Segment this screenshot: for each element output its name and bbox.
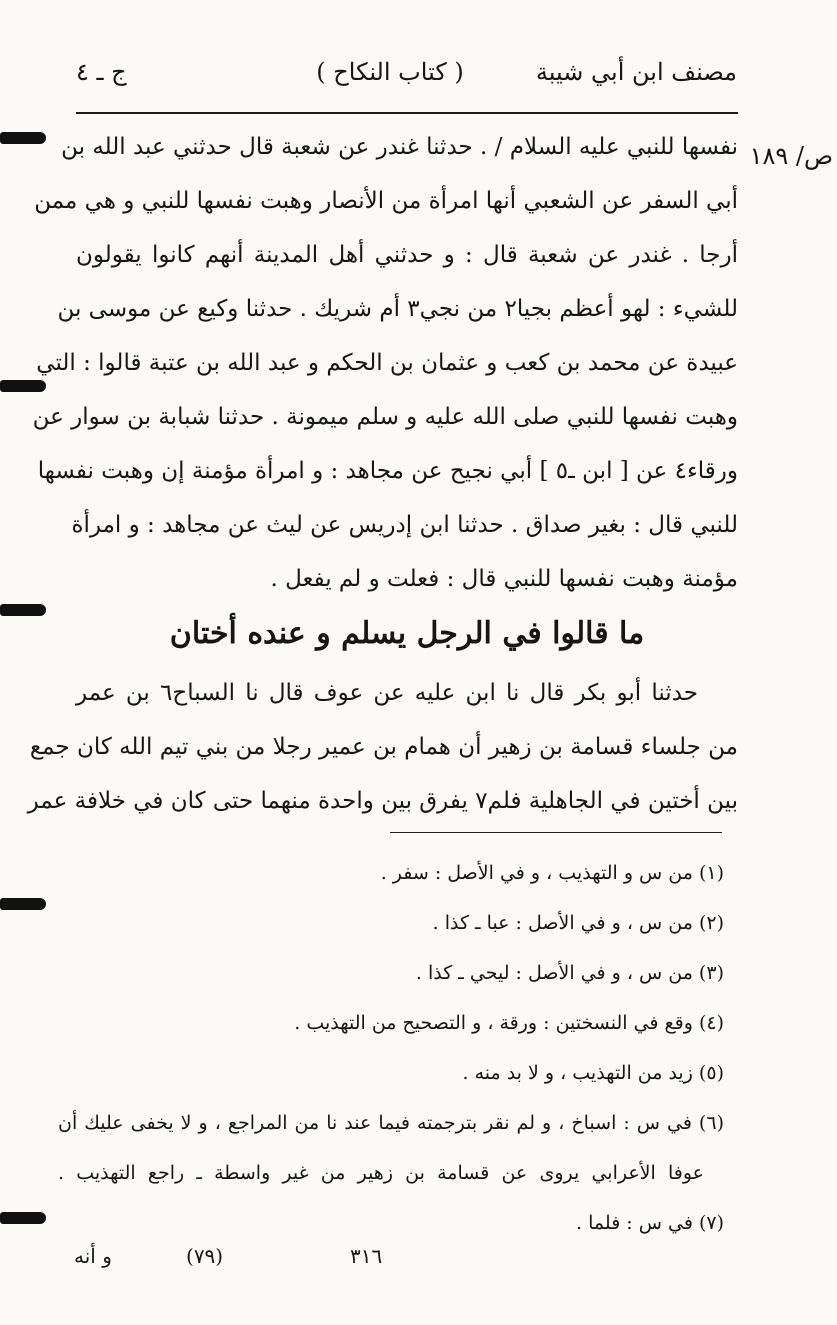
scan-margin-mark bbox=[0, 898, 46, 910]
footnote: (١) من س و التهذيب ، و في الأصل : سفر . bbox=[380, 862, 724, 884]
main-text bbox=[32, 120, 738, 606]
text-line: أرجا . غندر عن شعبة قال : و حدثني أهل المدينة أنهم كانوا يقولون bbox=[76, 242, 738, 268]
text-line: أبي السفر عن الشعبي أنها امرأة من الأنصار وهبت نفسها للنبي و هي ممن bbox=[34, 188, 738, 214]
signature-number: (٧٩) bbox=[186, 1244, 224, 1268]
text-line: مؤمنة وهبت نفسها للنبي قال : فعلت و لم يفعل . bbox=[270, 566, 738, 592]
footnote: (٥) زيد من التهذيب ، و لا بد منه . bbox=[462, 1062, 724, 1084]
margin-page-reference: ص/ ١٨٩ bbox=[749, 142, 833, 170]
page-number: ٣١٦ bbox=[350, 1244, 383, 1268]
text-line: نفسها للنبي عليه السلام / . حدثنا غندر عن شعبة قال حدثني عبد الله بن bbox=[61, 134, 738, 160]
scan-margin-mark bbox=[0, 1212, 46, 1224]
footnote: (٢) من س ، و في الأصل : عبا ـ كذا . bbox=[432, 912, 724, 934]
footnote-continuation: عوفا الأعرابي يروى عن قسامة بن زهير من غير واسطة ـ راجع التهذيب . bbox=[58, 1162, 704, 1184]
footnote: (٧) في س : فلما . bbox=[576, 1212, 724, 1234]
section-text bbox=[27, 666, 738, 828]
header-volume: ج ـ ٤ bbox=[76, 58, 127, 86]
text-line: للنبي قال : بغير صداق . حدثنا ابن إدريس عن ليث عن مجاهد : و امرأة bbox=[71, 512, 738, 538]
footnote: (٤) وقع في النسختين : ورقة ، و التصحيح من التهذيب . bbox=[294, 1012, 724, 1034]
text-line: من جلساء قسامة بن زهير أن همام بن عمير رجلا من بني تيم الله كان جمع bbox=[29, 734, 738, 760]
header-book-title: مصنف ابن أبي شيبة bbox=[535, 58, 737, 86]
footnote: (٣) من س ، و في الأصل : ليحي ـ كذا . bbox=[415, 962, 724, 984]
section-heading: ما قالوا في الرجل يسلم و عنده أختان bbox=[169, 616, 645, 651]
footnote: (٦) في س : اسباخ ، و لم نقر بترجمته فيما عند نا من المراجع ، و لا يخفى عليك أن bbox=[58, 1112, 724, 1134]
text-line: للشيء : لهو أعظم بجيا٢ من نجي٣ أم شريك . حدثنا وكيع عن موسى بن bbox=[57, 296, 738, 322]
text-line: وهبت نفسها للنبي صلى الله عليه و سلم ميمونة . حدثنا شبابة بن سوار عن bbox=[32, 404, 738, 430]
scan-margin-mark bbox=[0, 132, 46, 144]
text-line: ورقاء٤ عن [ ابن ـ٥ ] أبي نجيح عن مجاهد : و امرأة مؤمنة إن وهبت نفسها bbox=[37, 458, 738, 484]
catchword: و أنه bbox=[74, 1244, 112, 1268]
footnotes bbox=[58, 848, 724, 1248]
scan-margin-mark bbox=[0, 604, 46, 616]
header-rule bbox=[76, 112, 738, 114]
text-line: حدثنا أبو بكر قال نا ابن عليه عن عوف قال نا السباح٦ بن عمر bbox=[76, 680, 698, 706]
footnote-rule bbox=[390, 832, 722, 833]
text-line: عبيدة عن محمد بن كعب و عثمان بن الحكم و عبد الله بن عتبة قالوا : التي bbox=[36, 350, 738, 376]
text-line: بين أختين في الجاهلية فلم٧ يفرق بين واحدة منهما حتى كان في خلافة عمر bbox=[27, 788, 738, 814]
header-chapter-title: ( كتاب النكاح ) bbox=[316, 58, 464, 86]
